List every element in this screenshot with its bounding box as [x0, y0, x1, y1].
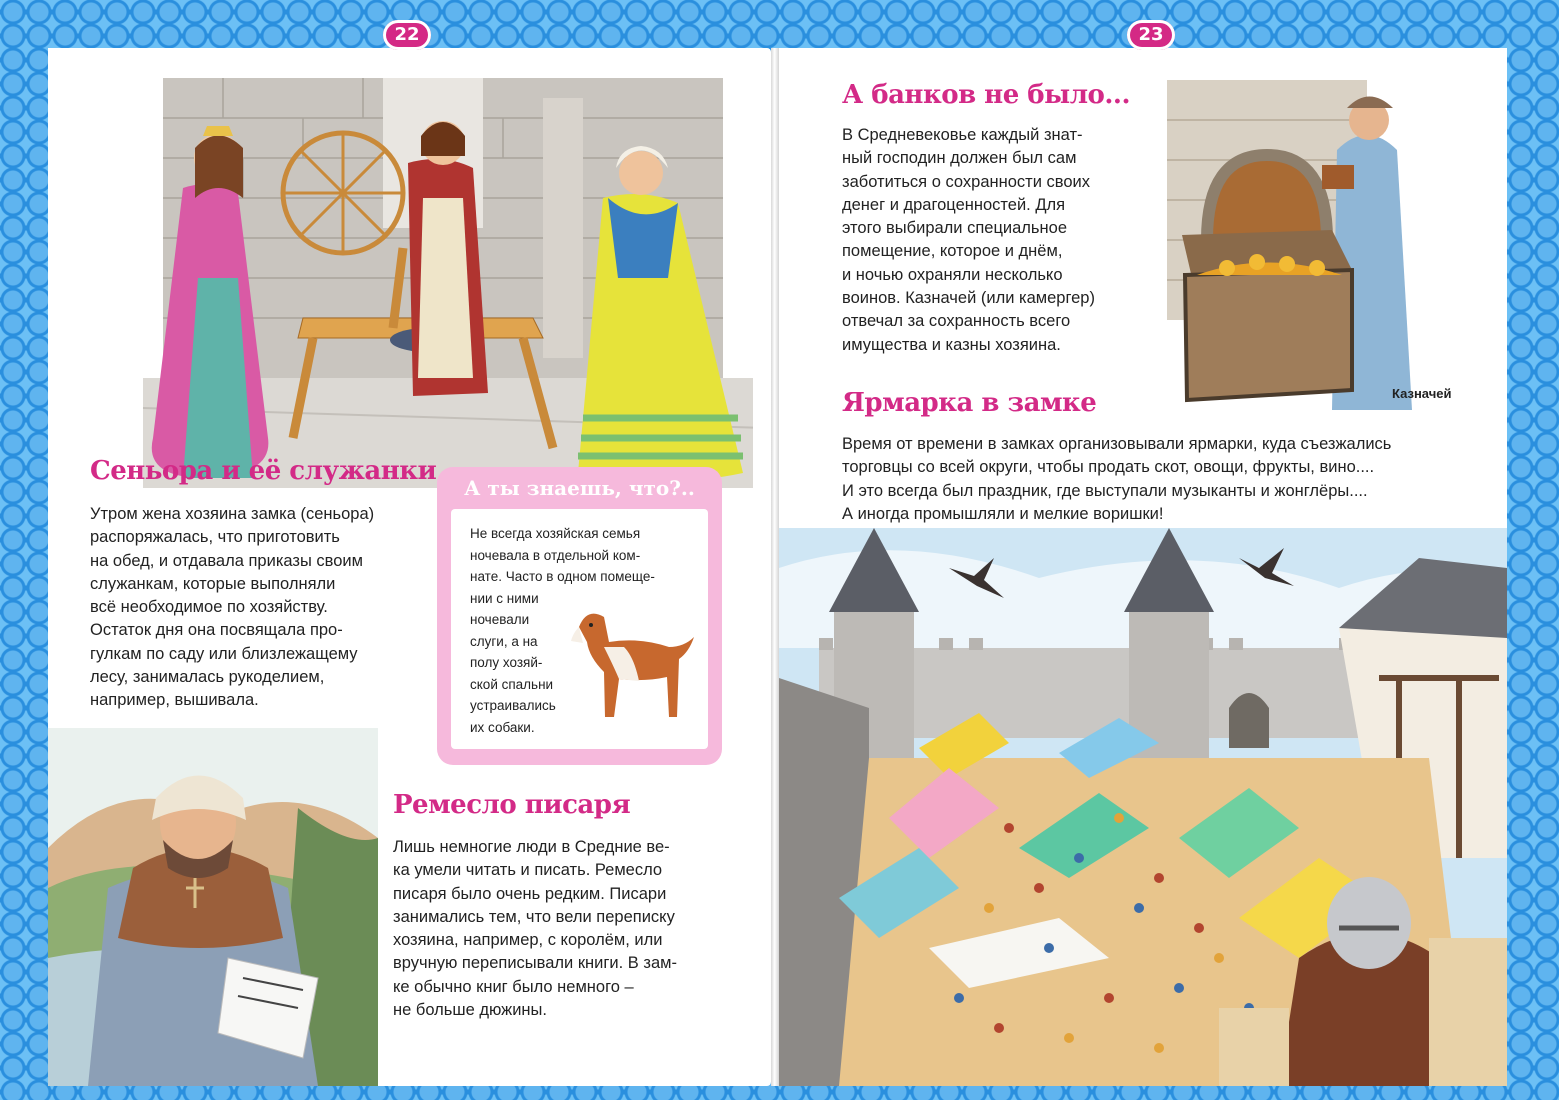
caption-treasurer: Казначей — [1392, 386, 1452, 401]
page-number-right: 23 — [1127, 20, 1175, 50]
right-page — [779, 24, 1507, 1086]
illustration-treasurer — [1157, 70, 1437, 430]
illustration-castle-fair — [779, 528, 1507, 1086]
did-you-know-title: А ты знаешь, что?.. — [464, 476, 695, 500]
text-no-banks: В Средневековье каждый знат- ный господин должен был сам заботиться о сохранности своих денег и драгоценностей. Для этого выбирали специальное помещение, которое и днём, и ночью охраняли несколько воинов. Казначей (или камергер) отвечал за сохранность всего имущества и казны хозяина. — [842, 126, 1095, 354]
heading-no-banks: А банков не было... — [842, 80, 1131, 110]
did-you-know-text-top: Не всегда хозяйская семья ночевала в отдельной ком- нате. Часто в одном помеще- нии с ними — [470, 526, 655, 606]
heading-lady-and-maids: Сеньора и её служанки — [90, 456, 437, 486]
did-you-know-body — [451, 509, 708, 749]
text-castle-fair: Время от времени в замках организовывали ярмарки, куда съезжались торговцы со всей округи, чтобы продать скот, овощи, фрукты, вино.... И это всегда был праздник, где выступали музыканты и жонглёры.... А иногда промышляли и мелкие воришки! — [842, 435, 1392, 523]
left-page — [48, 24, 771, 1086]
text-scribe-craft: Лишь немногие люди в Средние ве- ка умели читать и писать. Ремесло писаря было очень редким. Писари занимались тем, что вели переписку хозяина, например, с королём, или вручную переписывали книги. В зам- ке обычно книг было немного – не больше дюжины. — [393, 838, 677, 1020]
did-you-know-box — [437, 467, 722, 765]
text-lady-and-maids: Утром жена хозяина замка (сеньора) распоряжалась, что приготовить на обед, и отдавала приказы своим служанкам, которые выполняли всё необходимое по хозяйству. Остаток дня она посвящала про- гулкам по саду или близлежащему лесу, занималась рукоделием, например, вышивала. — [90, 505, 375, 710]
illustration-lady-and-maids — [103, 78, 753, 498]
did-you-know-text-side: ночевали слуги, а на полу хозяй- ской спальни устраивались их собаки. — [470, 612, 556, 735]
dog-illustration — [559, 597, 704, 742]
book-spine — [771, 48, 779, 1086]
illustration-scribe — [48, 728, 378, 1086]
page-number-left: 22 — [383, 20, 431, 50]
heading-castle-fair: Ярмарка в замке — [842, 388, 1097, 418]
heading-scribe-craft: Ремесло писаря — [393, 790, 631, 820]
